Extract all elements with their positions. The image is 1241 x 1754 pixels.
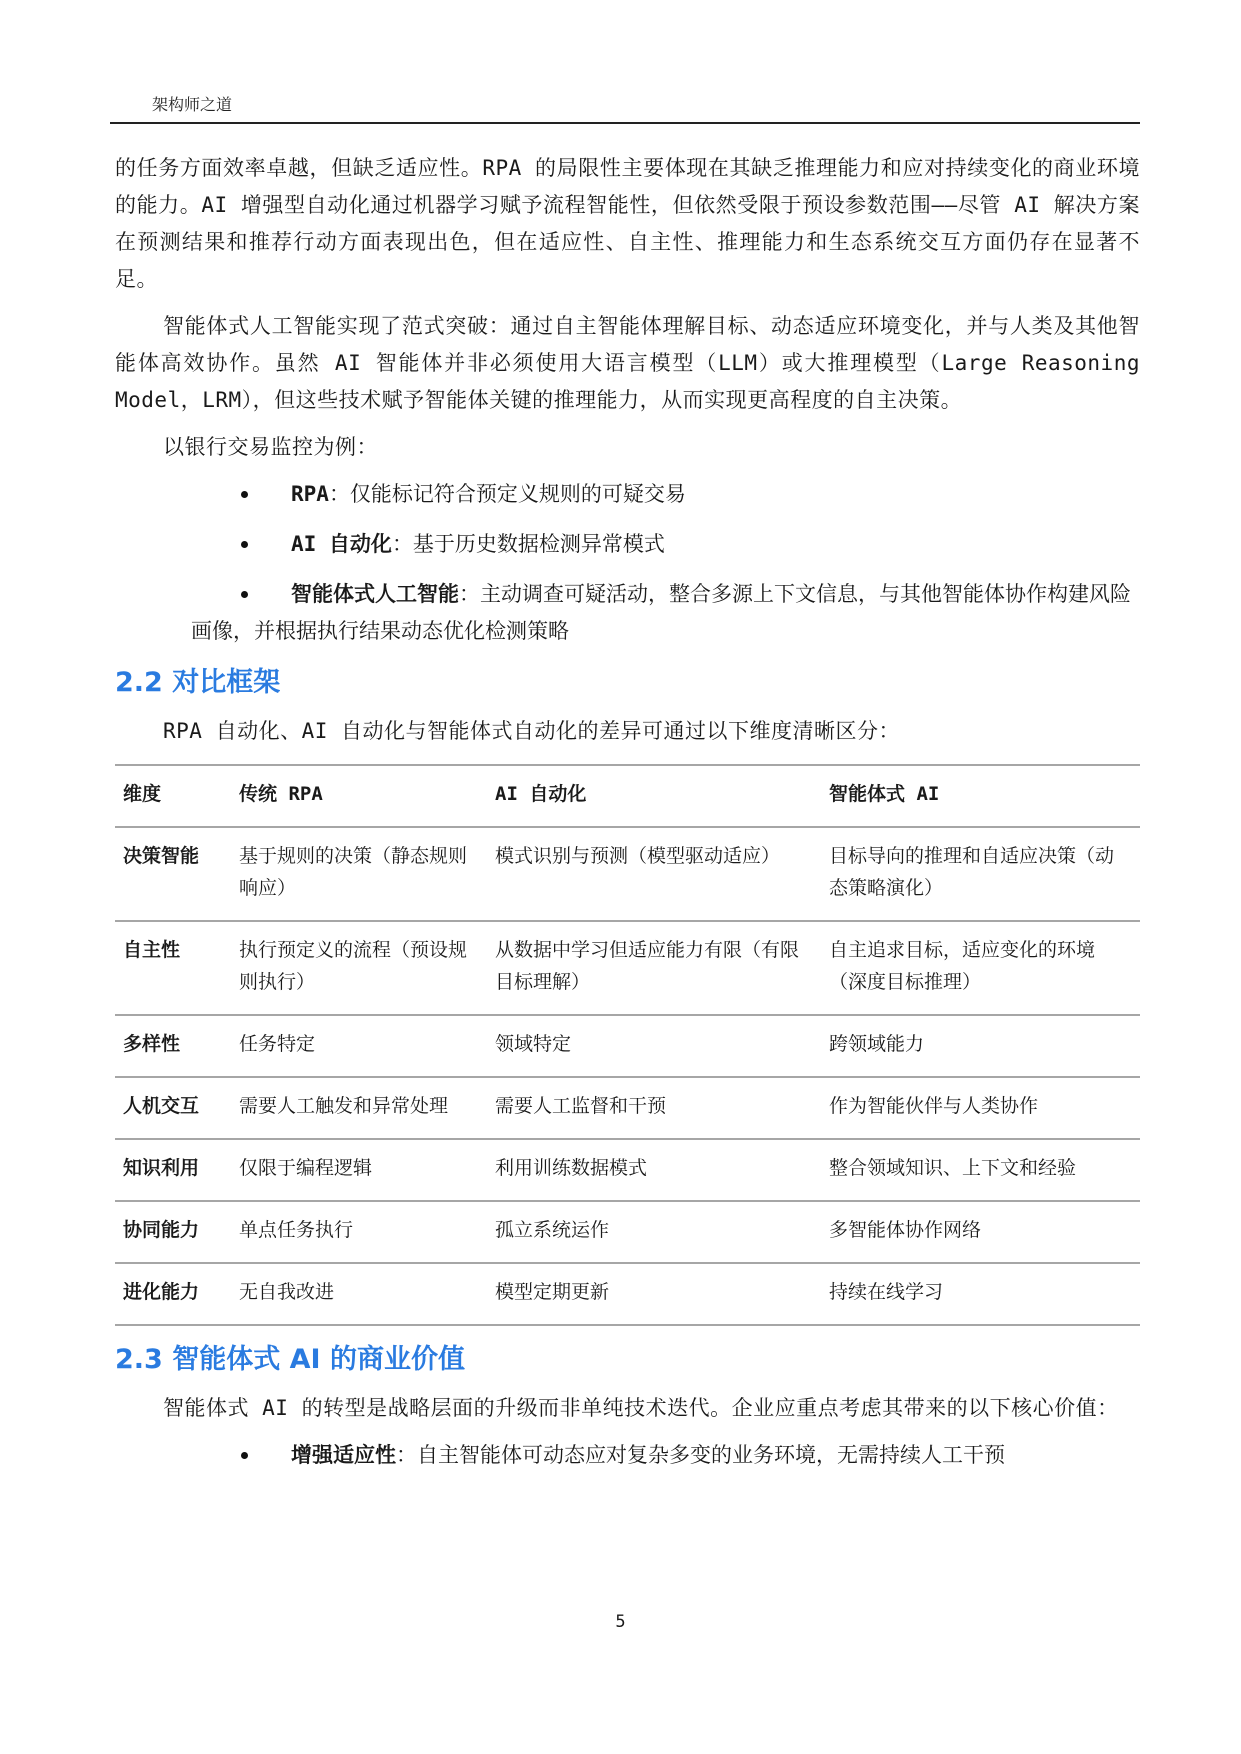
table-row [115, 827, 1140, 921]
bullet-text: ：自主智能体可动态应对复杂多变的业务环境，无需持续人工干预 [396, 1443, 1005, 1467]
table-cell: 人机交互 [115, 1077, 231, 1139]
table-cell: 作为智能伙伴与人类协作 [821, 1077, 1140, 1139]
table-cell: 自主追求目标，适应变化的环境（深度目标推理） [821, 921, 1140, 1015]
table-cell: 持续在线学习 [821, 1263, 1140, 1325]
table-cell: 任务特定 [231, 1015, 487, 1077]
table-row [115, 1015, 1140, 1077]
table-cell: 进化能力 [115, 1263, 231, 1325]
page-header [110, 88, 1140, 124]
bullet-text: ：基于历史数据检测异常模式 [391, 532, 665, 556]
table-cell: 多智能体协作网络 [821, 1201, 1140, 1263]
bullet-term: RPA [291, 482, 329, 506]
list-item [115, 1437, 1140, 1474]
paragraph: RPA 自动化、AI 自动化与智能体式自动化的差异可通过以下维度清晰区分： [163, 719, 900, 743]
page-content [115, 150, 1140, 1487]
section-heading: 2.2 对比框架 [115, 667, 281, 698]
table-cell: 跨领域能力 [821, 1015, 1140, 1077]
table-cell: 模式识别与预测（模型驱动适应） [487, 827, 821, 921]
bullet-icon [241, 591, 248, 598]
table-cell: 从数据中学习但适应能力有限（有限目标理解） [487, 921, 821, 1015]
bullet-icon [241, 541, 248, 548]
table-row [115, 1077, 1140, 1139]
comparison-table [115, 764, 1140, 1326]
list-item [115, 526, 1140, 563]
bullet-icon [241, 1452, 248, 1459]
table-cell: 领域特定 [487, 1015, 821, 1077]
table-cell: 目标导向的推理和自适应决策（动态策略演化） [821, 827, 1140, 921]
table-cell: 知识利用 [115, 1139, 231, 1201]
column-header: 智能体式 AI [821, 765, 1140, 827]
paragraph: 以银行交易监控为例： [163, 435, 378, 459]
list-item [115, 476, 1140, 513]
table-cell: 孤立系统运作 [487, 1201, 821, 1263]
table-header-row [115, 765, 1140, 827]
table-row [115, 1139, 1140, 1201]
paragraph: 智能体式 AI 的转型是战略层面的升级而非单纯技术迭代。企业应重点考虑其带来的以下核心价值： [163, 1396, 1119, 1420]
table-row [115, 1201, 1140, 1263]
bullet-text: ：主动调查可疑活动，整合多源上下文信息，与其他智能体协作构建风险画像，并根据执行结果动态优化检测策略 [191, 582, 1131, 643]
column-header: 传统 RPA [231, 765, 487, 827]
table-cell: 无自我改进 [231, 1263, 487, 1325]
value-bullet-list [115, 1437, 1140, 1474]
paragraph: 智能体式人工智能实现了范式突破：通过自主智能体理解目标、动态适应环境变化，并与人类及其他智能体高效协作。虽然 AI 智能体并非必须使用大语言模型（LLM）或大推理模型（Large Reasoning Model，LRM），但这些技术赋予智能体关键的推理能力，从而实现更高程度的自主决策。 [115, 314, 1140, 412]
bullet-term: 智能体式人工智能 [291, 582, 459, 606]
header-title: 架构师之道 [152, 95, 233, 114]
table-cell: 仅限于编程逻辑 [231, 1139, 487, 1201]
paragraph: 的任务方面效率卓越，但缺乏适应性。RPA 的局限性主要体现在其缺乏推理能力和应对持续变化的商业环境的能力。AI 增强型自动化通过机器学习赋予流程智能性，但依然受限于预设参数范围——尽管 AI 解决方案在预测结果和推荐行动方面表现出色，但在适应性、自主性、推理能力和生态系统交互方面仍存在显著不足。 [115, 156, 1140, 291]
table-cell: 整合领域知识、上下文和经验 [821, 1139, 1140, 1201]
bullet-text: ：仅能标记符合预定义规则的可疑交易 [328, 482, 686, 506]
bullet-term: 增强适应性 [291, 1443, 396, 1467]
table-cell: 基于规则的决策（静态规则响应） [231, 827, 487, 921]
table-cell: 模型定期更新 [487, 1263, 821, 1325]
table-cell: 单点任务执行 [231, 1201, 487, 1263]
table-cell: 多样性 [115, 1015, 231, 1077]
table-cell: 执行预定义的流程（预设规则执行） [231, 921, 487, 1015]
bullet-term: AI 自动化 [291, 532, 392, 556]
table-cell: 利用训练数据模式 [487, 1139, 821, 1201]
table-row [115, 1263, 1140, 1325]
column-header: AI 自动化 [487, 765, 821, 827]
section-heading: 2.3 智能体式 AI 的商业价值 [115, 1344, 465, 1375]
table-cell: 需要人工触发和异常处理 [231, 1077, 487, 1139]
list-item [115, 576, 1140, 650]
page-number: 5 [615, 1612, 626, 1632]
example-bullet-list [115, 476, 1140, 650]
table-cell: 协同能力 [115, 1201, 231, 1263]
bullet-icon [241, 491, 248, 498]
table-row [115, 921, 1140, 1015]
column-header: 维度 [115, 765, 231, 827]
table-cell: 决策智能 [115, 827, 231, 921]
table-cell: 需要人工监督和干预 [487, 1077, 821, 1139]
table-cell: 自主性 [115, 921, 231, 1015]
